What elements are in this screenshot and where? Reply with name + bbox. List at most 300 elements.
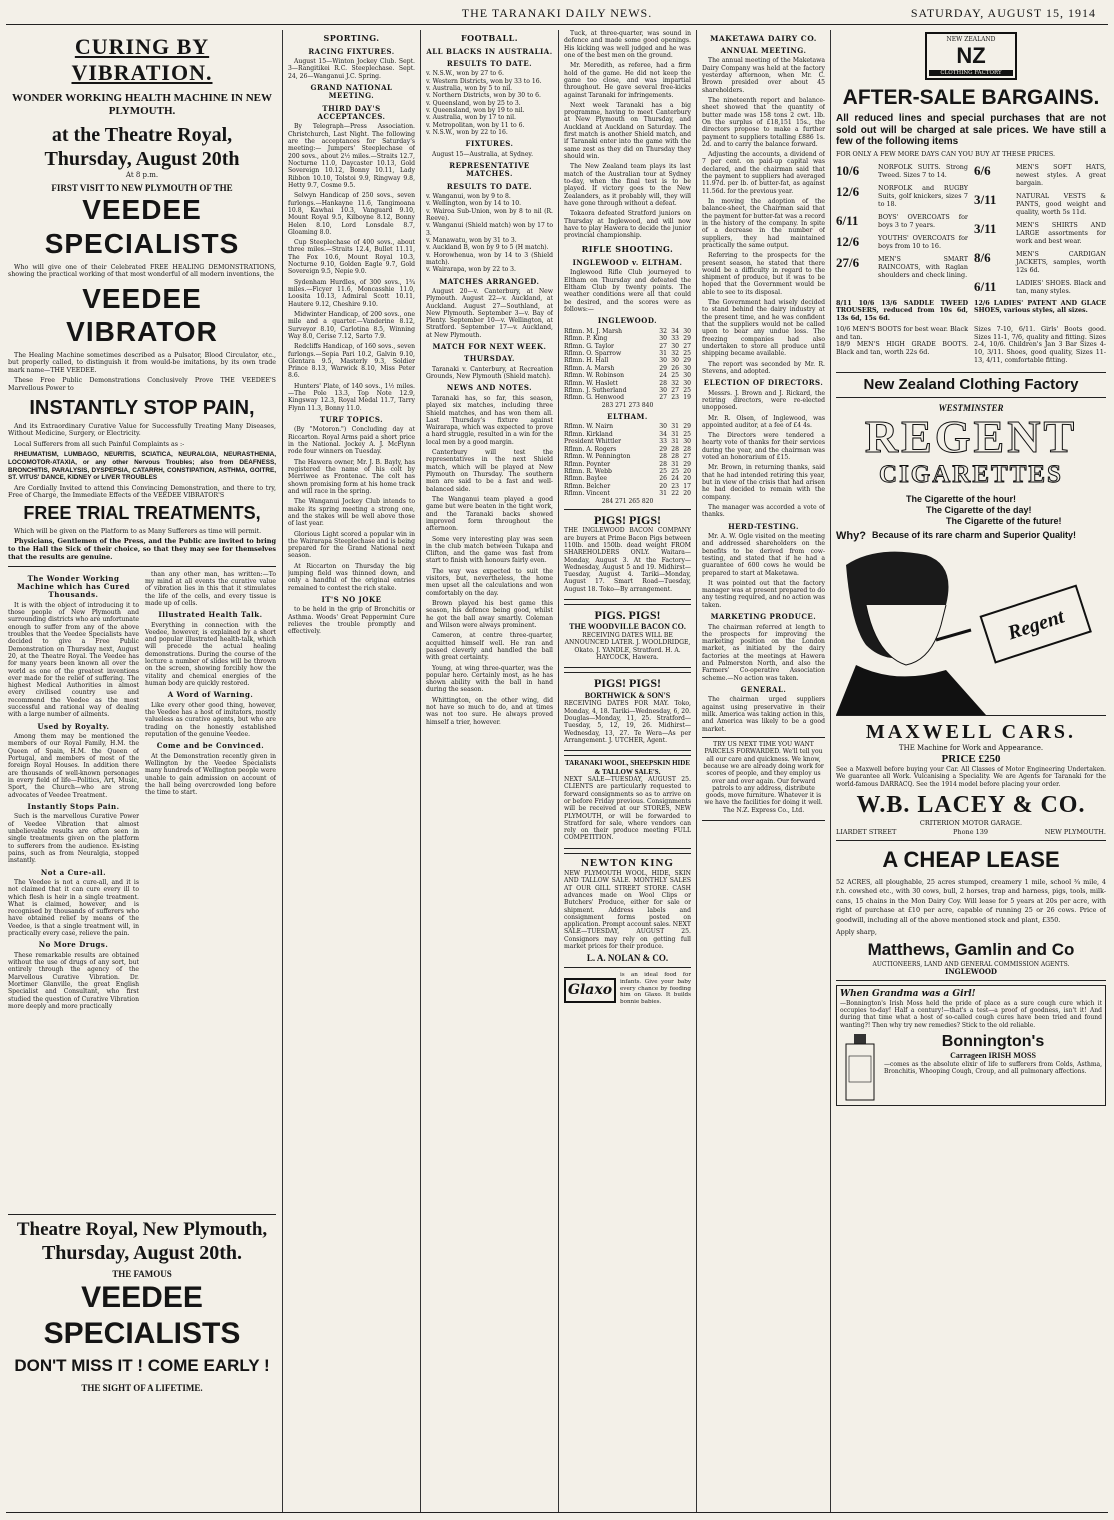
ad-date: Thursday, August 20th — [44, 148, 240, 171]
sporting-paragraph: Hunters' Plate, of 140 sovs., 1½ miles.—The Pole 13.3, Top Note 12.9, Kingsway 12.3, Royal Medal 11.7, Tarry Flynn 11.3, Bonny 11.0. — [288, 382, 415, 412]
shooter-name: Rflmn. Vincent — [564, 490, 610, 498]
after-sale-note: FOR ONLY A FEW MORE DAYS CAN YOU BUY AT THESE PRICES. — [836, 149, 1056, 158]
representative-results — [426, 193, 553, 273]
dairy-subhead: ANNUAL MEETING. — [720, 46, 807, 55]
sporting-subhead: RACING FIXTURES. — [308, 46, 395, 56]
football-subhead: MATCH FOR NEXT WEEK. — [432, 342, 547, 352]
article-subhead: No More Drugs. — [38, 940, 109, 950]
article-paragraph: At the Demonstration recently given in Wellington by the Veedee Specialists many hundreds of Wellington people were unable to gain admission on account of the hall being overcrowded long before the time to start. — [145, 752, 276, 797]
score-row — [564, 350, 691, 357]
sporting-paragraph: Redcliffs Handicap, of 160 sovs., seven furlongs.—Sepia Pari 10.2, Galvin 9.10, Glentara 9.5, Masterly 9.3, Soldier Prince 8.13, Warwick 8.10, Miss Peter 8.6. — [288, 343, 415, 380]
dairy-paragraph: The chairman urged suppliers against using preservative in their milk. America was taking action in this, and America was likely to be a good market. — [702, 696, 825, 733]
football-paragraph: Mr. Meredith, as referee, had a firm hold of the game. He did not keep the game too close, and was impartial throughout. He gave several free-kicks against Taranaki for infringements. — [564, 62, 691, 99]
shooter-name: Rflmn. G. Taylor — [564, 342, 614, 350]
bonnington-paragraph: —comes as the absolute elixir of life to sufferers from Colds, Asthma, Bronchitis, Whooping Cough, Croup, and all pulmonary affections. — [884, 1060, 1102, 1075]
regent-why-row — [836, 530, 1106, 543]
team-heading: INGLEWOOD. — [597, 316, 658, 326]
sporting-paragraph: Cup Steeplechase of 400 sovs., about three miles.—Straits 12.4, Bullet 11.11, The Fox 10.6, Mount Royal 10.3, Nocturne 9.10, Golden Eagle 9.7, Gold Sovereign 9.5, Nepie 9.0. — [288, 239, 415, 276]
football-subhead: NEWS AND NOTES. — [446, 383, 533, 393]
score-value: 29 — [659, 445, 667, 453]
column-divider — [420, 30, 421, 1512]
sporting-paragraph: By Telegraph—Press Association. Christchurch, Last Night. The following are the acceptances for Saturday's meeting:— Jumpers' Steeplechase of 200 sovs., about 2½ miles.—Straits 12.7, Nocturne 11.0, Daycaster 10.13, Gold Sovereign 10.12, Bonny 10.11, Lady Ribbon 10.10, Tolstoi 9.9, Ringway 9.8, Hetty 9.7, Cosme 9.5. — [288, 123, 415, 189]
article-subhead: A Word of Warning. — [167, 690, 254, 700]
sporting-paragraph: The Wanganui Jockey Club intends to make its spring meeting a strong one, and the stakes will be well above those of last year. — [288, 498, 415, 528]
price-item — [836, 184, 968, 208]
football-paragraph: The way was expected to suit the visitors, but, nevertheless, the home men upset all the calculations and won comfortably on the day. — [426, 567, 553, 597]
pigs-paragraph: RECEIVING DATES WILL BE ANNOUNCED LATER. J. WOOLDRIDGE, Okato. J. YANDLE, Stratford. H. A. HAYCOCK, Hawera. — [564, 632, 691, 662]
score-value: 22 — [671, 490, 679, 498]
price-value: 12/6 — [836, 234, 860, 250]
regent-tagline: Because of its rare charm and Superior Quality! — [871, 530, 1077, 541]
inglewood-scores — [564, 328, 691, 402]
result-line: v. Western Districts, won by 33 to 16. — [426, 77, 542, 85]
article-subhead: Instantly Stops Pain. — [27, 801, 120, 811]
score-value: 25 — [683, 430, 691, 438]
article-paragraph: It is with the object of introducing it to those people of New Plymouth and surrounding districts who are unfortunate enough to suffer from any of the above troubles that the Veedee Specialists have decided to give a Free Public Demonstration on Thursday next, August 20, at the Theatre Royal. The Veedee has for many years been known all over the world as one of the greatest inventions ever made for the relief of suffering. The highest Medical Authorities in almost every civilised country use and recommend the Veedee as the most successful and rational way of dealing with a large number of ailments. — [8, 601, 139, 719]
regent-tagline: The Cigarette of the future! — [946, 515, 1062, 526]
pigs-paragraph: RECEIVING DATES FOR MAY. Toko, Monday, 4, 18. Tariki—Wednesday, 6, 20. Douglas—Monday, 11, 25. Stratford—Tuesday, 5, 12, 19, 26. Midhirst—Wednesday, 13, 27. Te Wera—As per Arrangement. J. UTCHER, Agent. — [564, 700, 691, 744]
shooter-name: Rflmn. W. Nairn — [564, 423, 614, 431]
football-paragraph: Taranaki has, so far, this season, played six matches, including three Shield matches, and has won them all. Last Thursday's fixture against Wairarapa, which was expected to prove a hard struggle, resulted in a win for the local men by a good margin. — [426, 394, 553, 446]
score-value: 29 — [683, 423, 691, 431]
sporting-paragraph: (By "Motoron.") Concluding day at Riccarton. Royal Arms paid a short price in the National. Jockey A. J. McFlynn rode four winners on Tuesday. — [288, 426, 415, 456]
sporting-subhead: GRAND NATIONAL MEETING. — [310, 82, 393, 101]
score-value: 27 — [659, 394, 667, 402]
column-divider — [696, 30, 697, 1512]
football-subhead: REPRESENTATIVE MATCHES. — [449, 160, 530, 179]
dairy-paragraph: It was pointed out that the factory manager was at present prepared to do any testing required, and no action was taken. — [702, 579, 825, 609]
shooter-name: Rflmn. Poynter — [564, 460, 611, 468]
article-subhead: Come and be Convinced. — [156, 741, 265, 751]
lacey-street: LIARDET STREET — [836, 828, 897, 837]
score-value: 25 — [671, 372, 679, 380]
ad-paragraph: Who will give one of their Celebrated FREE HEALING DEMONSTRATIONS, showing the practical working of that most wonderful of all modern inventions, the — [8, 263, 276, 279]
price-value: 8/6 — [974, 249, 991, 265]
column-divider — [282, 30, 283, 1512]
score-value: 32 — [671, 379, 679, 387]
score-value: 28 — [659, 453, 667, 461]
article-paragraph: Everything in connection with the Veedee, however, is explained by a short and popular illustrated health-talk, which will precede the actual healing demonstrations. During the course of the lecture a number of slides will be thrown on the screen, showing forcibly how the vitality and chemical energies of the human body are quickly restored. — [145, 621, 276, 688]
shooter-name: Rflmn. R. Webb — [564, 468, 612, 476]
bottle-icon — [840, 1032, 880, 1102]
price-item: 10/6 MEN'S BOOTS for best wear. Black and tan. — [836, 324, 968, 341]
sporting-subhead: TURF TOPICS. — [319, 415, 384, 425]
wonder-article — [8, 571, 276, 1211]
ad-veedee-vibrator: VEEDEE VIBRATOR — [66, 282, 218, 348]
score-value: 23 — [671, 394, 679, 402]
lease-paragraph: 52 ACRES, all ploughable, 25 acres stumped, creamery 1 mile, school ¾ mile, 4 r.h. cowshed etc., with 30 cows, bull, 2 horses, trap and harness, pigs, tools, milk-cans, 15 chains in the Mon Dairy Coy. Will lease for 5 years at 20s per acre, with right of purchase at £10 per acre, capable of running 25 or 26 cows. Price of goodwill, including all of the above mentioned stock and plant, £350. — [836, 877, 1106, 925]
score-value: 25 — [671, 468, 679, 476]
score-value: 30 — [683, 364, 691, 372]
football-paragraph: Tokaora defeated Stratford juniors on Thursday at Inglewood, and will now have to play Hawera to decide the junior provincial championship. — [564, 210, 691, 240]
score-value: 24 — [671, 475, 679, 483]
dairy-paragraph: The Government had wisely decided to stand behind the dairy industry at the present time, and he was confident that the suppliers would not be called upon to bear any undue loss. The freezing companies had also undertaken to store all produce until shipping became available. — [702, 299, 825, 358]
express-ad — [702, 737, 825, 821]
shooter-name: Rflmn. M. J. Marsh — [564, 327, 623, 335]
score-value: 26 — [671, 364, 679, 372]
ad-subheadline: WONDER WORKING HEALTH MACHINE IN NEW PLYMOUTH. — [11, 91, 273, 117]
score-value: 20 — [683, 490, 691, 498]
sporting-heading: SPORTING. — [323, 33, 380, 43]
score-value: 19 — [683, 394, 691, 402]
article-column — [8, 571, 139, 1211]
price-description: MEN'S SHIRTS AND LARGE assortments for work and best wear. — [1016, 220, 1106, 245]
article-paragraph: Among them may be mentioned the members of our Royal Family, H.M. the Queen of Spain, H.M. the Queen of Portugal, and members of most of the foreign Royal Houses. In addition there are thousands of well-known personages in every field of life—Politics, Art, Music, Sport, the Church—who are strong advocates of Veedee Treatment. — [8, 733, 139, 799]
price-item: 18/9 MEN'S HIGH GRADE BOOTS. Black and tan, worth 22s 6d. — [836, 340, 968, 356]
score-row — [564, 335, 691, 342]
score-value: 30 — [683, 372, 691, 380]
ad-first-visit: FIRST VISIT TO NEW PLYMOUTH OF THE — [51, 182, 233, 193]
dairy-paragraph: Mr. R. Olsen, of Inglewood, was appointed auditor, at a fee of £4 4s. — [702, 414, 825, 429]
cigarette-pack — [981, 586, 1091, 663]
dairy-paragraph: Mr. Brown, in returning thanks, said that he had intended retiring this year, but in view of the crisis that had arisen he had decided to remain with the company. — [702, 464, 825, 501]
pigs-ad-inglewood — [564, 509, 691, 600]
price-list-left — [836, 163, 968, 300]
football-paragraph: Cameron, at centre three-quarter, acquitted himself well. He ran and passed cleverly and handled the ball with great certainty. — [426, 632, 553, 662]
article-title: The Wonder Working Machine which has Cured Thousands. — [16, 573, 131, 600]
score-value: 20 — [683, 468, 691, 476]
dairy-paragraph: Referring to the prospects for the present season, he stated that there would be a difficulty in regard to the shipment of produce, but it was to be hoped that the Government would be able to see to its disposal. — [702, 252, 825, 296]
score-value: 28 — [671, 453, 679, 461]
score-row — [564, 357, 691, 364]
football-paragraph: August 20—v. Canterbury, at New Plymouth. August 22—v. Auckland, at Auckland. August 27—Southland, at New Plymouth. September 3—v. Bay of Plenty. September 10—v. Wellington, at Stratford. September 17—v. Auckland, at New Plymouth. — [426, 287, 553, 339]
result-line: v. Manawatu, won by 31 to 3. — [426, 236, 517, 244]
dairy-paragraph: Messrs. J. Brown and J. Rickard, the retiring directors, were re-elected unopposed. — [702, 389, 825, 412]
express-paragraph: TRY US NEXT TIME YOU WANT PARCELS FORWARDED. We'll tell you all our care and quickness. We know, because we are already doing work for scores of people, and they employ us over and over again. Our forward patrols to any address, distribute goods, move furniture. Whatever it is we have the facilities for doing it well. The N.Z. Express Co., Ltd. — [703, 740, 824, 814]
rifle-subhead: INGLEWOOD v. ELTHAM. — [572, 258, 683, 268]
bonnington-name: Bonnington's — [941, 1032, 1045, 1050]
result-line: v. Wanganui (Shield match) won by 17 to 3. — [426, 222, 553, 237]
score-value: 34 — [671, 327, 679, 335]
article-subhead: Used by Royalty. — [37, 721, 110, 731]
maxwell-price: PRICE £250 — [941, 752, 1001, 765]
ad-paragraph: Physicians, Gentlemen of the Press, and the Public are invited to bring to the Hall the Sick of their choice, so that they may see for themselves that the results are genuine. — [8, 537, 276, 561]
score-row — [564, 446, 691, 453]
score-value: 29 — [683, 335, 691, 343]
score-value: 33 — [659, 438, 667, 446]
score-value: 31 — [671, 460, 679, 468]
football-paragraph: The New Zealand team plays its last match of the Australian tour at Sydney to-day, when the final test is to be played. If victory goes to the New Zealanders, as it probably will, they will have gone through without a defeat. — [564, 163, 691, 207]
sporting-paragraph: August 15—Winton Jockey Club. Sept. 3—Rangitikei R.C. Steeplechase. Sept. 24, 26—Wanganui J.C. Spring. — [288, 57, 415, 80]
masthead — [0, 6, 1114, 22]
score-value: 29 — [659, 364, 667, 372]
score-value: 29 — [683, 357, 691, 365]
score-value: 30 — [671, 357, 679, 365]
score-row — [564, 475, 691, 482]
price-description: MEN'S CARDIGAN JACKETS, samples, worth 12s 6d. — [1016, 249, 1106, 274]
result-line: v. Queensland, won by 25 to 3. — [426, 99, 521, 107]
result-line: v. Australia, won by 5 to nil. — [426, 85, 513, 92]
article-subhead: Not a Cure-all. — [40, 867, 107, 877]
price-value: 27/6 — [836, 255, 860, 271]
regent-tagline: The Cigarette of the hour! — [906, 494, 1016, 505]
score-value: 30 — [659, 357, 667, 365]
regent-westminster: WESTMINSTER — [938, 403, 1004, 414]
lacey-name: W.B. LACEY & CO. — [856, 791, 1086, 818]
wool-heading: TARANAKI WOOL, SHEEPSKIN HIDE & TALLOW SALE'S. — [565, 759, 690, 776]
result-line: v. N.S.W., won by 22 to 16. — [426, 128, 508, 136]
lease-apply: Apply sharp, — [836, 927, 877, 936]
price-item — [836, 213, 968, 229]
price-item: 12/6 LADIES' PATENT AND GLACE SHOES, various styles, all sizes. — [974, 298, 1106, 315]
sporting-paragraph: Sydenham Hurdles, of 300 sovs., 1¾ miles.—Ficyer 11.6, Moncasshie 11.0, Loosita 10.13, Admiral Scott 10.11, Hautere 9.12, Cheshire 9.10. — [288, 278, 415, 308]
result-line: v. Horowhenua, won by 14 to 3 (Shield match). — [426, 251, 553, 266]
dairy-paragraph: The chairman referred at length to the prospects for improving the marketing position on the London market, as initiated by the dairy factories at the meetings at Hawera and Palmerston North, and also the Farmers' Co-operative Association scheme.—No action was taken. — [702, 623, 825, 682]
pigs-paragraph: THE INGLEWOOD BACON COMPANY are buyers at Prime Bacon Pigs between 110lb. and 150lb. dead weight FROM SHAREHOLDERS ONLY. Waitara—Monday, August 3. At the Factory—Wednesday, August 5 and 19. Midhirst—Tuesday, August 4. Tariki—Monday, August 17. Smart Road—Tuesday, August 18. Toko—By arrangement. — [564, 527, 691, 593]
result-line: v. Auckland B, won by 9 to 5 (H match). — [426, 244, 549, 252]
football-paragraph: Whittington, on the other wing, did not have so much to do, and at times was not too sure. He always proved himself a trier, however. — [426, 696, 553, 726]
pigs-heading: PIGS! PIGS! — [593, 676, 661, 691]
logo-bottom-text: CLOTHING FACTORY — [929, 70, 1013, 77]
price-item — [974, 192, 1106, 216]
price-value: 6/6 — [974, 162, 991, 178]
article-column — [145, 571, 276, 1211]
dairy-subhead: MARKETING PRODUCE. — [710, 612, 817, 622]
football-paragraph: Next week Taranaki has a big programme, having to meet Canterbury at New Plymouth on Thursday, and Auckland at Auckland on Saturday. The first match is another Shield match, and if Taranaki enter into the game with the same zest as they did on Thursday they should win. — [564, 101, 691, 160]
ad-veedee-specialists: VEEDEE SPECIALISTS — [44, 194, 240, 259]
score-row — [564, 365, 691, 372]
maxwell-sub: THE Machine for Work and Appearance. — [898, 744, 1044, 753]
price-list — [836, 163, 1106, 300]
result-line: v. Northern Districts, won by 30 to 6. — [426, 92, 541, 100]
article-paragraph: Such is the marvellous Curative Power of Veedee Vibration that almost unbelievable results are often seen in single treatments given on the platform to sufferers from the audience. Ex-isting pains, such as from Neuralgia, stopped instantly. — [8, 813, 139, 865]
after-sale-intro: All reduced lines and special purchases that are not sold out will be charged at sale prices. We have still a few of the following items — [836, 113, 1106, 148]
price-description: BOYS' OVERCOATS for boys 3 to 7 years. — [878, 212, 968, 229]
sporting-subhead: IT'S NO JOKE — [321, 595, 382, 604]
price-description: NATURAL VESTS & PANTS, good weight and quality, worth 5s 11d. — [1016, 191, 1106, 216]
clothing-factory-logo — [925, 32, 1017, 80]
shooter-name: Rflmn. A. Marsh — [564, 364, 615, 372]
score-row — [564, 431, 691, 438]
cigarette — [936, 630, 971, 640]
grandma-paragraph: —Bonnington's Irish Moss held the pride of place as a sure cough cure which it occupies to-day! Half a century!—that's a test—a proof of goodness, isn't it! And during that time what a host of so-called cough cures have been tried and found wanting?! Then why try new remedies? Stick to the old reliable. — [840, 1000, 1102, 1029]
score-row — [564, 387, 691, 394]
lacey-address — [836, 829, 1106, 837]
eltham-scores — [564, 423, 691, 497]
score-value: 24 — [659, 372, 667, 380]
repeat-venue: Theatre Royal, New Plymouth, — [16, 1218, 268, 1240]
shooter-name: Rflmn. Baylee — [564, 475, 607, 483]
ad-headline: CURING BY VIBRATION. — [71, 34, 213, 86]
bonnington-text — [884, 1032, 1102, 1102]
score-value: 31 — [671, 423, 679, 431]
dairy-paragraph: The manager was accorded a vote of thanks. — [702, 503, 825, 519]
article-paragraph: The Veedee is not a cure-all, and it is not claimed that it can cure every ill to which flesh is heir in a single treatment. What is claimed, however, and is recognised by thousands of sufferers who have obtained relief by means of the Veedee, is that a single treatment will, in practically every case, relieve the pain. — [8, 878, 139, 938]
masthead-rule — [6, 24, 1108, 25]
price-item: 8/11 10/6 13/6 SADDLE TWEED TROUSERS, reduced from 10s 6d, 13s 6d, 15s 6d. — [836, 298, 968, 323]
lacey-phone: Phone 139 — [953, 828, 989, 837]
pigs-heading: PIGS. PIGS! — [594, 608, 661, 623]
price-description: MEN'S SMART RAINCOATS, with Raglan shoulders and check lining. — [878, 255, 968, 280]
regent-tagline: The Cigarette of the day! — [926, 504, 1032, 515]
ad-ailments: RHEUMATISM, LUMBAGO, NEURITIS, SCIATICA, NEURALGIA, NEURASTHENIA, LOCOMOTOR-ATAXIA, or any other Nervous Troubles; also from DEAFNESS, BRONCHITIS, PARALYSIS, DYSPEPSIA, CATARRH, CONSTIPATION, ASTHMA, GOITRE, ST. VITUS' DANCE, KIDNEY or LIVER TROUBLES — [8, 451, 276, 482]
bonnington-sub: Carrageen IRISH MOSS — [950, 1051, 1036, 1061]
veedee-advertisement — [8, 34, 276, 562]
clothing-factory-name: New Zealand Clothing Factory — [836, 372, 1106, 398]
score-row — [564, 343, 691, 350]
shooter-name: Rflmn. O. Sparrow — [564, 349, 622, 357]
newton-paragraph: NEW PLYMOUTH WOOL, HIDE, SKIN AND TALLOW SALE. MONTHLY SALES AT OUR GILL STREET STORE. CASH advances made on Wool Clips or Butchers' Produce, either for sale or shipment. Address labels and consignment forms posted on application. Prompt account sales. NEXT SALE—TUESDAY, AUGUST 25. Consignors may rely on getting full market prices for their produce. — [564, 869, 691, 951]
dairy-paragraph: Mr. A. W. Ogle visited on the meeting and addressed shareholders on the benefits to be derived from cow-testing, and stated that if he had a guarantee of 600 cows he would be prepared to start at Maketawa. — [702, 532, 825, 577]
issue-date: SATURDAY, AUGUST 15, 1914 — [910, 6, 1096, 20]
maxwell-cars-ad — [836, 716, 1106, 841]
football-paragraph: Tuck, at three-quarter, was sound in defence and made some good openings. His kicking was well judged and he was one of the best men on the ground. — [564, 30, 691, 59]
score-row — [564, 394, 691, 401]
nolan-name: L. A. NOLAN & CO. — [586, 953, 669, 964]
shooter-name: Rflmn. W. Pennington — [564, 453, 631, 461]
score-row — [564, 380, 691, 387]
glaxo-logo: Glaxo — [564, 978, 616, 1003]
football-subhead: RESULTS TO DATE. — [446, 58, 533, 68]
regent-cigarettes: CIGARETTES — [879, 461, 1063, 489]
score-value: 30 — [659, 423, 667, 431]
shooter-name: Rflmn. G. Henwood — [564, 394, 625, 402]
score-row — [564, 328, 691, 335]
ad-paragraph: And its Extraordinary Curative Value for Successfully Treating Many Diseases, Without Medicine, Surgery, or Electricity. — [8, 422, 276, 438]
score-value: 33 — [671, 335, 679, 343]
football-subhead: MATCHES ARRANGED. — [439, 276, 540, 286]
score-value: 31 — [671, 430, 679, 438]
section-rule — [8, 1214, 276, 1215]
dairy-heading: MAKETAWA DAIRY CO. — [710, 34, 817, 43]
score-value: 28 — [659, 379, 667, 387]
score-value: 20 — [659, 482, 667, 490]
score-value: 28 — [671, 445, 679, 453]
score-value: 26 — [659, 475, 667, 483]
price-value: 3/11 — [974, 191, 997, 207]
result-line: v. Wairarapa, won by 22 to 3. — [426, 266, 516, 274]
football-subhead: RESULTS TO DATE. — [446, 181, 533, 191]
repeat-sight: THE SIGHT OF A LIFETIME. — [81, 1382, 203, 1393]
repeat-famous: THE FAMOUS — [112, 1269, 172, 1280]
newspaper-title: THE TARANAKI DAILY NEWS. — [461, 6, 653, 20]
score-value: 27 — [683, 342, 691, 350]
column-football — [426, 30, 553, 1512]
price-item — [836, 234, 968, 250]
ad-paragraph: Are Cordially Invited to attend this Convincing Demonstration, and there to try, Free of Charge, the Immediate Effects of the VEEDEE VIBRATOR'S — [8, 484, 276, 500]
score-value: 25 — [683, 387, 691, 395]
shooter-name: Rflmn. Belcher — [564, 482, 611, 490]
dairy-subhead: GENERAL. — [740, 685, 787, 694]
section-rule — [8, 566, 276, 567]
football-subhead: THURSDAY. — [464, 354, 515, 364]
bonnington-ad — [836, 985, 1106, 1106]
article-paragraph: Like every other good thing, however, the Veedee has a host of imitators, mostly valueless as curative agents, but who are trading on the honestly established reputation of the genuine Veedee. — [145, 701, 276, 738]
dairy-paragraph: The report was seconded by Mr. R. Stevens, and adopted. — [702, 360, 825, 375]
company-name: BORTHWICK & SON'S — [584, 690, 671, 700]
ad-time: At 8 p.m. — [125, 171, 159, 180]
result-line: v. Australia, won by 17 to nil. — [426, 114, 516, 122]
results-list — [426, 70, 553, 136]
score-row — [564, 423, 691, 430]
grandma-heading: When Grandma was a Girl! — [840, 989, 976, 1000]
price-description: NORFOLK SUITS. Strong Tweed. Sizes 7 to 14. — [878, 162, 968, 179]
article-paragraph: than any other man, has written:—To my mind at all events the curative value of vibration lies in this that it stimulates the life of the cells, and every tissue is made up of cells. — [145, 570, 276, 607]
football-paragraph: The Wanganui team played a good game but were beaten in the tight work, and the Taranaki backs showed improved form throughout the afternoon. — [426, 495, 553, 533]
result-line: v. Queensland, won by 19 to nil. — [426, 106, 525, 114]
dairy-paragraph: In moving the adoption of the balance-sheet, the Chairman said that the payment for butter-fat was a record in the history of the company. In spite of a decrease in the number of suppliers, they had maintained practically the same output. — [702, 198, 825, 249]
dairy-paragraph: Adjusting the accounts, a dividend of 7 per cent. on paid-up capital was declared, and the chairman said that the payment to suppliers had averaged 11.97d. per lb. of butter-fat, as against 11.56d. for the previous year. — [702, 151, 825, 195]
price-item — [974, 279, 1106, 295]
sporting-paragraph: At Riccarton on Thursday the big jumping field was thinned down, and only a handful of the original entries remained to contest the rich stake. — [288, 562, 415, 592]
shooter-name: President Whittler — [564, 438, 622, 446]
inglewood-total: 283 271 273 840 — [601, 401, 654, 409]
dairy-subhead: HERD-TESTING. — [728, 521, 799, 531]
rifle-paragraph: Inglewood Rifle Club journeyed to Eltham on Thursday and defeated the Eltham Club by twenty points. The weather conditions were all that could be desired, and the scores were as follows:— — [564, 269, 691, 313]
cheap-lease-ad — [836, 841, 1106, 981]
sporting-paragraph: The Hawera owner, Mr. J. B. Bayly, has registered the name of his colt by Merriwee as Frontenac. The colt has shown promising form at his home track and will race in the spring. — [288, 458, 415, 495]
sporting-paragraph: Selwyn Handicap of 250 sovs., seven furlongs.—Hankayne 11.6, Tangimoana 10.8, Kawhai 10.3, Vanguard 9.10, Mount Royal 9.5, Kilboyne 8.12, Bonny Helen 8.10, Lord Lonsdale 8.7, Gloaming 8.0. — [288, 192, 415, 236]
price-value: 6/11 — [974, 278, 997, 294]
score-row — [564, 372, 691, 379]
price-item — [974, 250, 1106, 274]
score-value: 30 — [683, 438, 691, 446]
shooter-name: Rflmn. P. King — [564, 335, 608, 343]
price-item-group — [836, 326, 968, 364]
result-line: v. Metropolitan, won by 11 to 6. — [426, 121, 525, 129]
result-line: v. Wellington, won by 14 to 10. — [426, 200, 522, 208]
pigs-ad-borthwick — [564, 672, 691, 751]
price-value: 12/6 — [836, 183, 860, 199]
team-heading: ELTHAM. — [607, 412, 648, 422]
bottom-rule — [6, 1512, 1108, 1513]
repeat-specialists: VEEDEE SPECIALISTS — [43, 1281, 241, 1351]
glaxo-paragraph: is an ideal food for infants. Give your baby every chance by feeding him on Glaxo. It builds bonnie babies. — [620, 972, 691, 1006]
score-value: 30 — [683, 379, 691, 387]
regent-cigarettes-ad — [836, 403, 1106, 716]
column-sporting — [288, 30, 415, 1512]
sporting-paragraph: Midwinter Handicap, of 200 sovs., one mile and a quarter.—Vanderine 8.12, Surveyor 8.10, Carlotina 8.5, Winning Way 8.0, Cerise 7.12, Sarto 7.9. — [288, 310, 415, 340]
ad-free-trial: FREE TRIAL TREATMENTS, — [23, 503, 261, 524]
ad-paragraph: Local Sufferers from all such Painful Complaints as :- — [14, 440, 185, 448]
price-value: 10/6 — [836, 162, 860, 178]
football-paragraph: Brown played his best game this season, his defence being good, whilst he got the ball away smartly. Coleman and Wilson were always prominent. — [426, 600, 553, 629]
pigs-ad-woodville — [564, 604, 691, 668]
score-row — [564, 483, 691, 490]
lacey-sub: CRITERION MOTOR GARAGE. — [919, 818, 1023, 827]
newton-heading: NEWTON KING — [580, 856, 674, 869]
score-value: 25 — [683, 349, 691, 357]
football-subhead: ALL BLACKS IN AUSTRALIA. — [426, 46, 553, 56]
regent-logo: REGENT — [864, 411, 1078, 463]
logo-top-text: NEW ZEALAND — [946, 36, 996, 43]
maxwell-heading: MAXWELL CARS. — [865, 721, 1077, 744]
score-value: 34 — [659, 430, 667, 438]
logo-monogram: NZ — [956, 43, 986, 69]
dairy-paragraph: The annual meeting of the Maketawa Dairy Company was held at the factory yesterday afternoon, when Mr. C. Brown presided over about 45 shareholders. — [702, 57, 825, 94]
lease-heading: A CHEAP LEASE — [882, 847, 1060, 873]
clothing-logo — [836, 32, 1106, 80]
ad-paragraph: Which will be given on the Platform to as Many Sufferers as time will permit. — [14, 527, 262, 535]
score-row — [564, 468, 691, 475]
score-row — [564, 490, 691, 497]
score-value: 29 — [683, 460, 691, 468]
sporting-paragraph: Glorious Light scored a popular win in the Wairarapa Steeplechase and is being prepared for the Grand National next season. — [288, 530, 415, 560]
score-value: 28 — [683, 445, 691, 453]
price-item — [836, 255, 968, 279]
football-paragraph: Some very interesting play was seen in the club match between Tukapa and Clifton, and the game was fast from start to finish with honours fairly even. — [426, 535, 553, 565]
score-value: 30 — [683, 327, 691, 335]
score-row — [564, 461, 691, 468]
price-value: 6/11 — [836, 212, 859, 228]
repeat-dont-miss: DON'T MISS IT ! COME EARLY ! — [14, 1356, 270, 1376]
column-advertisements — [836, 30, 1106, 1512]
wool-sale-ad — [564, 755, 691, 849]
score-value: 27 — [659, 342, 667, 350]
shooter-name: Rflmn. Kirkland — [564, 430, 613, 438]
price-description: LADIES' SHOES. Black and tan, many styles. — [1016, 278, 1106, 295]
score-value: 30 — [659, 387, 667, 395]
